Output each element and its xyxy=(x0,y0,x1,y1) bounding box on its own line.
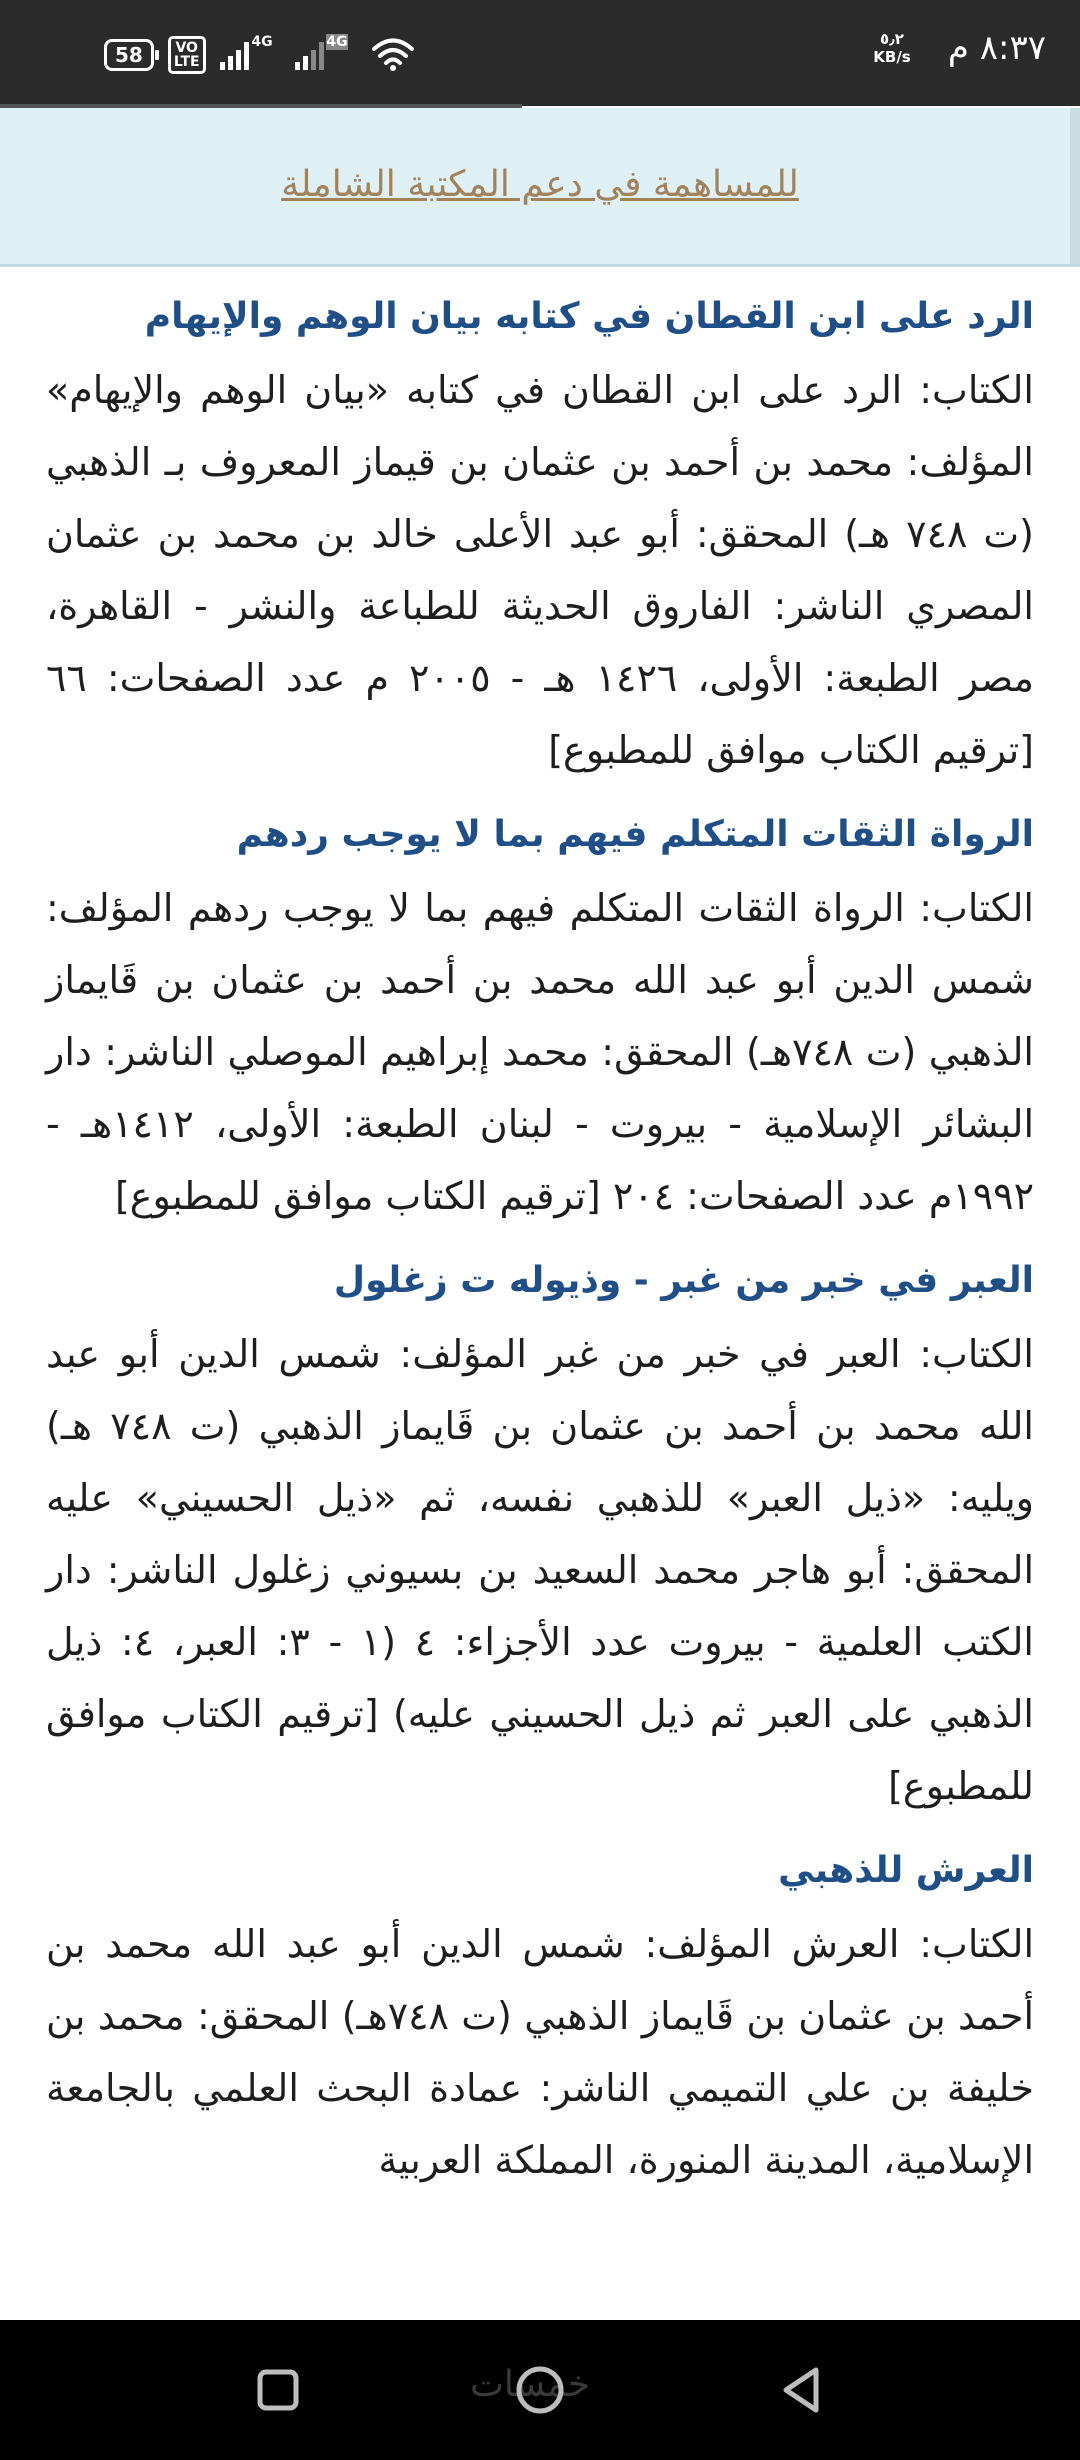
network-speed: ٥٫٢ KB/s xyxy=(873,30,911,66)
list-item xyxy=(0,1844,1080,2196)
support-banner xyxy=(0,108,1080,267)
volte-icon: VO LTE xyxy=(168,36,206,74)
wifi-icon xyxy=(372,38,414,72)
list-item xyxy=(0,808,1080,1232)
home-icon[interactable] xyxy=(510,2360,570,2420)
clock: ٨:٣٧ م xyxy=(947,28,1046,68)
battery-icon: 58 xyxy=(104,39,154,71)
book-title-link[interactable]: العبر في خبر من غبر - وذيوله ت زغلول xyxy=(333,1260,1034,1301)
scrollbar-thumb[interactable] xyxy=(1070,108,1080,264)
status-bar xyxy=(0,0,1080,106)
book-description: الكتاب: العبر في خبر من غبر المؤلف: شمس الدين أبو عبد الله محمد بن أحمد بن عثمان بن قَايماز الذهبي (ت ٧٤٨ هـ) ويليه: «ذيل العبر» للذهبي نفسه، ثم «ذيل الحسيني» عليه المحقق: أبو هاجر محمد السعيد بن بسيوني زغلول الناشر: دار الكتب العلمية - بيروت عدد الأجزاء: ٤ (١ - ٣: العبر، ٤: ذيل الذهبي على العبر ثم ذيل الحسيني عليه) [ترقيم الكتاب موافق للمطبوع] xyxy=(46,1332,1034,1808)
back-icon[interactable] xyxy=(772,2360,832,2420)
book-description: الكتاب: العرش المؤلف: شمس الدين أبو عبد الله محمد بن أحمد بن عثمان بن قَايماز الذهبي (ت ٧٤٨هـ) المحقق: محمد بن خليفة بن علي التميمي الناشر: عمادة البحث العلمي بالجامعة الإسلامية، المدينة المنورة، المملكة العربية xyxy=(46,1922,1035,2182)
navigation-bar xyxy=(0,2320,1080,2460)
book-title-link[interactable]: الرواة الثقات المتكلم فيهم بما لا يوجب ردهم xyxy=(236,814,1034,855)
book-description: الكتاب: الرواة الثقات المتكلم فيهم بما لا يوجب ردهم المؤلف: شمس الدين أبو عبد الله محمد بن أحمد بن عثمان بن قَايماز الذهبي (ت ٧٤٨هـ) المحقق: محمد إبراهيم الموصلي الناشر: دار البشائر الإسلامية - بيروت - لبنان الطبعة: الأولى، ١٤١٢هـ - ١٩٩٢م عدد الصفحات: ٢٠٤ [ترقيم الكتاب موافق للمطبوع] xyxy=(46,886,1034,1218)
watermark: خمسات xyxy=(470,2364,591,2405)
status-icons xyxy=(104,30,414,80)
list-item xyxy=(0,290,1080,786)
book-title-link[interactable]: العرش للذهبي xyxy=(778,1850,1034,1891)
book-description: الكتاب: الرد على ابن القطان في كتابه «بيان الوهم والإيهام» المؤلف: محمد بن أحمد بن عثمان بن قيماز المعروف بـ الذهبي (ت ٧٤٨ هـ) المحقق: أبو عبد الأعلى خالد بن محمد بن عثمان المصري الناشر: الفاروق الحديثة للطباعة والنشر - القاهرة، مصر الطبعة: الأولى، ١٤٢٦ هـ - ٢٠٠٥ م عدد الصفحات: ٦٦ [ترقيم الكتاب موافق للمطبوع] xyxy=(46,368,1035,772)
book-title-link[interactable]: الرد على ابن القطان في كتابه بيان الوهم والإيهام xyxy=(144,296,1034,337)
recents-icon[interactable] xyxy=(248,2360,308,2420)
signal-icon-sim2: 4G xyxy=(295,40,324,70)
support-link[interactable]: للمساهمة في دعم المكتبة الشاملة xyxy=(281,164,799,205)
book-list xyxy=(0,270,1080,2320)
signal-icon: 4G xyxy=(220,40,249,70)
list-item xyxy=(0,1254,1080,1822)
